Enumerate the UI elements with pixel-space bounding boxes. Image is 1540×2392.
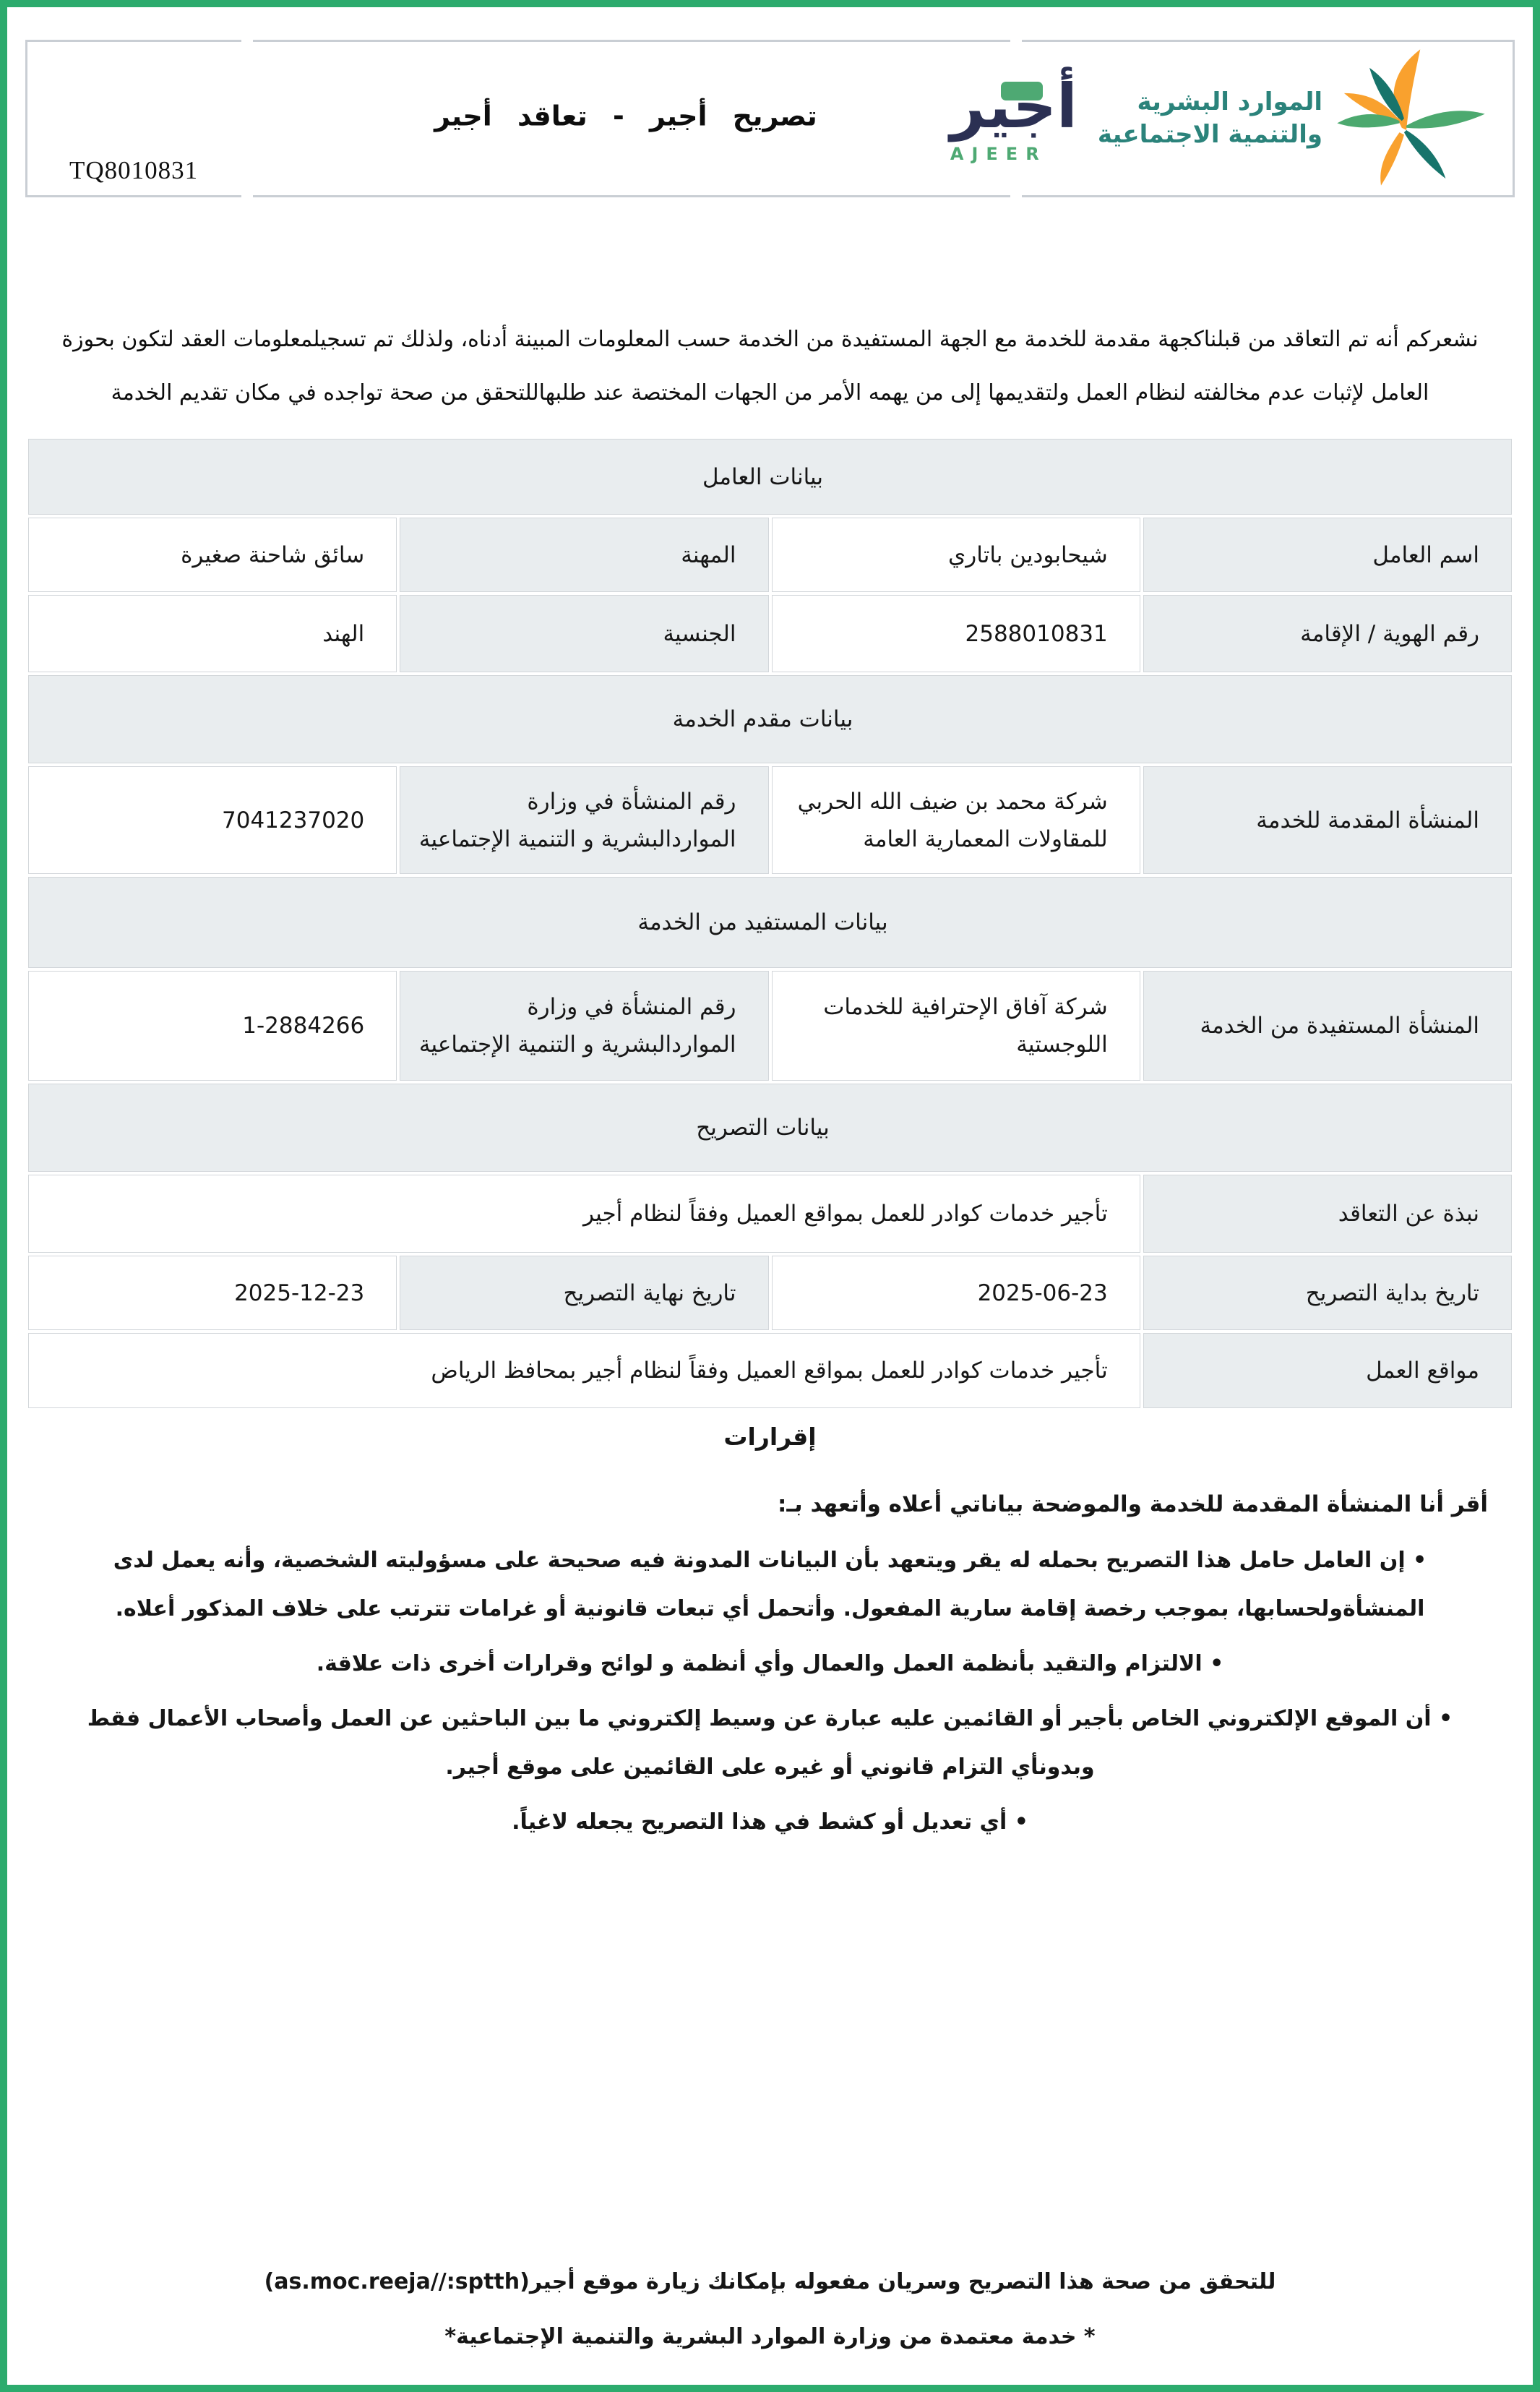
worker-nationality-value: الهند	[28, 595, 397, 672]
permit-end-date-label: تاريخ نهاية التصريح	[400, 1256, 768, 1330]
ajeer-logo	[950, 70, 1077, 165]
worker-id-value: 2588010831	[772, 595, 1140, 672]
provider-number-value: 7041237020	[28, 766, 397, 874]
beneficiary-est-value: شركة آفاق الإحترافية للخدمات اللوجستية	[772, 971, 1140, 1081]
worker-name-value: شيحابودين باتاري	[772, 518, 1140, 592]
permit-table	[25, 436, 1515, 1411]
header-border-gap	[1010, 39, 1022, 43]
section-row-worker	[28, 439, 1512, 515]
declaration-item: • الالتزام والتقيد بأنظمة العمل والعمال وأي أنظمة و لوائح وقرارات أخرى ذات علاقة.	[55, 1639, 1485, 1688]
declaration-item: • إن العامل حامل هذا التصريح بحمله له يقر ويتعهد بأن البيانات المدونة فيه صحيحة على مسؤوليته الشخصية، وأنه يعمل لدى المنشأةولحسابها، بموجب رخصة إقامة سارية المفعول. وأتحمل أي تبعات قانونية أو غرامات تترتب على خلاف المذكور أعلاه.	[55, 1536, 1485, 1633]
header-border-gap	[241, 39, 253, 43]
permit-number: TQ8010831	[69, 156, 199, 184]
table-row	[28, 1256, 1512, 1330]
beneficiary-est-label: المنشأة المستفيدة من الخدمة	[1143, 971, 1512, 1081]
footer-verify-url: (as.moc.reeja//:sptth)	[264, 2269, 530, 2294]
ministry-wordmark-line2: والتنمية الاجتماعية	[1097, 120, 1322, 149]
ministry-palm-emblem-icon	[1330, 47, 1492, 190]
worker-name-label: اسم العامل	[1143, 518, 1512, 592]
ajeer-logo-arabic: أجير	[950, 70, 1077, 142]
provider-est-value: شركة محمد بن ضيف الله الحربي للمقاولات المعمارية العامة	[772, 766, 1140, 874]
section-row-beneficiary	[28, 877, 1512, 968]
declaration-item: • أي تعديل أو كشط في هذا التصريح يجعله لاغياً.	[55, 1798, 1485, 1846]
permit-start-date-value: 2025-06-23	[772, 1256, 1140, 1330]
permit-about-label: نبذة عن التعاقد	[1143, 1175, 1512, 1253]
section-header-provider: بيانات مقدم الخدمة	[28, 675, 1512, 763]
permit-locations-value: تأجير خدمات كوادر للعمل بمواقع العميل وفقاً لنظام أجير بمحافظ الرياض	[28, 1333, 1140, 1408]
ministry-logo	[1098, 47, 1492, 190]
section-row-permit	[28, 1084, 1512, 1172]
section-header-beneficiary: بيانات المستفيد من الخدمة	[28, 877, 1512, 968]
table-row	[28, 971, 1512, 1081]
intro-paragraph: نشعركم أنه تم التعاقد من قبلناكجهة مقدمة للخدمة مع الجهة المستفيدة من الخدمة حسب المعلومات المبينة أدناه، ولذلك تم تسجيلمعلومات العقد لتكون بحوزة العامل لإثبات عدم مخالفته لنظام العمل ولتقديمها إلى من يهمه الأمر من الجهات المختصة عند طلبهاللتحقق من صحة تواجده في مكان تقديم الخدمة	[61, 327, 1479, 406]
table-row	[28, 518, 1512, 592]
permit-start-date-label: تاريخ بداية التصريح	[1143, 1256, 1512, 1330]
section-row-provider	[28, 675, 1512, 763]
beneficiary-number-value: 1-2884266	[28, 971, 397, 1081]
header-border-gap	[241, 194, 253, 198]
worker-profession-label: المهنة	[400, 518, 768, 592]
ajeer-logo-latin: AJEER	[950, 144, 1047, 165]
beneficiary-number-label: رقم المنشأة في وزارة المواردالبشرية و التنمية الإجتماعية	[400, 971, 768, 1081]
footer-accredited-line: * خدمة معتمدة من وزارة الموارد البشرية والتنمية الإجتماعية*	[444, 2324, 1096, 2349]
worker-nationality-label: الجنسية	[400, 595, 768, 672]
footer-verify-line	[7, 2255, 1533, 2310]
table-row	[28, 766, 1512, 874]
document-footer	[7, 2255, 1533, 2365]
document-title: تصريح أجير - تعاقد أجير	[434, 100, 817, 132]
declarations-title: إقرارات	[723, 1423, 817, 1451]
header-logos	[950, 47, 1492, 190]
provider-est-label: المنشأة المقدمة للخدمة	[1143, 766, 1512, 874]
permit-locations-label: مواقع العمل	[1143, 1333, 1512, 1408]
header-box	[25, 40, 1515, 197]
table-row	[28, 595, 1512, 672]
ministry-wordmark-line1: الموارد البشرية	[1137, 87, 1322, 116]
declarations-list	[55, 1536, 1485, 1846]
worker-profession-value: سائق شاحنة صغيرة	[28, 518, 397, 592]
footer-verify-text: للتحقق من صحة هذا التصريح وسريان مفعوله بإمكانك زيارة موقع أجير	[529, 2269, 1276, 2294]
table-row	[28, 1175, 1512, 1253]
worker-id-label: رقم الهوية / الإقامة	[1143, 595, 1512, 672]
provider-number-label: رقم المنشأة في وزارة المواردالبشرية و التنمية الإجتماعية	[400, 766, 768, 874]
table-row	[28, 1333, 1512, 1408]
permit-about-value: تأجير خدمات كوادر للعمل بمواقع العميل وفقاً لنظام أجير	[28, 1175, 1140, 1253]
header-border-gap	[1010, 194, 1022, 198]
ministry-wordmark	[1098, 86, 1322, 151]
declarations-intro: أقر أنا المنشأة المقدمة للخدمة والموضحة بياناتي أعلاه وأتعهد بـ:	[778, 1491, 1488, 1517]
section-header-permit: بيانات التصريح	[28, 1084, 1512, 1172]
permit-end-date-value: 2025-12-23	[28, 1256, 397, 1330]
section-header-worker: بيانات العامل	[28, 439, 1512, 515]
declaration-item: • أن الموقع الإلكتروني الخاص بأجير أو القائمين عليه عبارة عن وسيط إلكتروني ما بين الباحثين عن العمل وأصحاب الأعمال فقط وبدونأي التزام قانوني أو غيره على القائمين على موقع أجير.	[55, 1694, 1485, 1791]
